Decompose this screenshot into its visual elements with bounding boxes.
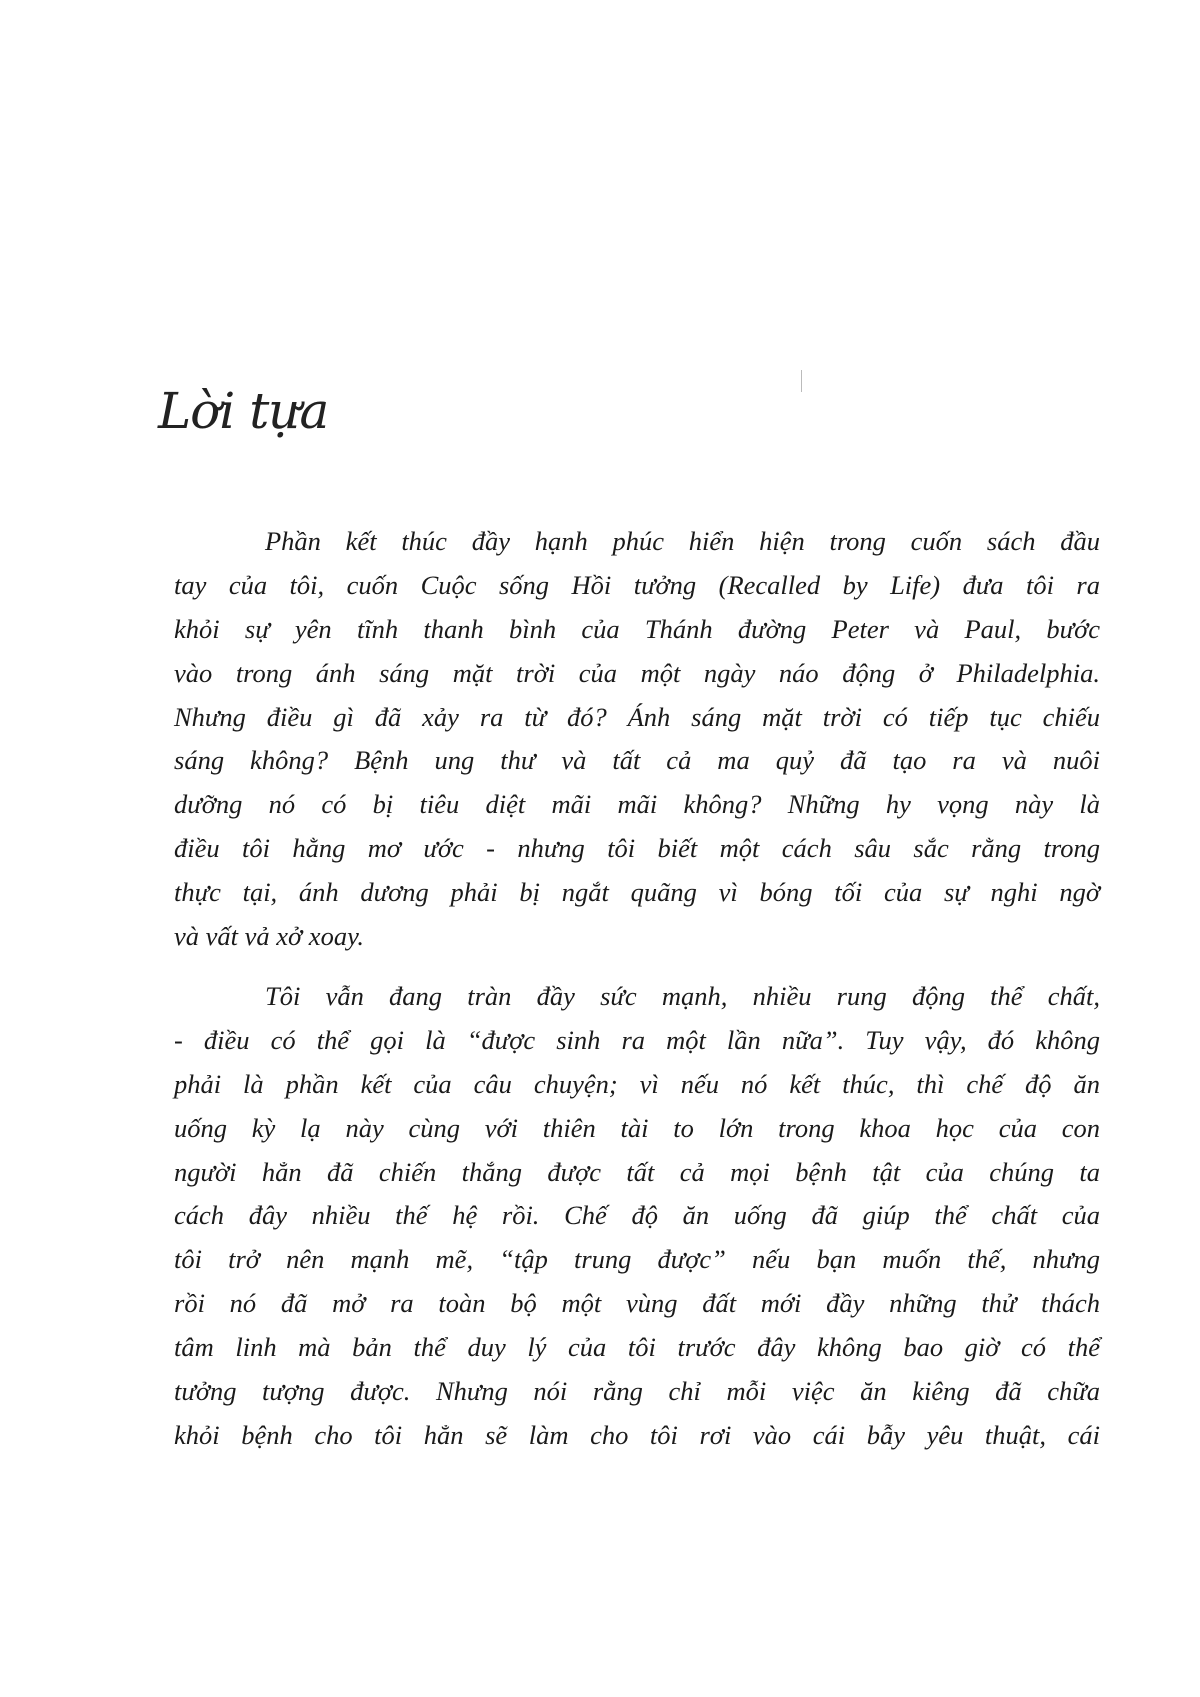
text-line: dưỡng nó có bị tiêu diệt mãi mãi không? Những hy vọng này là	[174, 789, 1100, 820]
page-title: Lời tựa	[158, 382, 329, 440]
text-line: uống kỳ lạ này cùng với thiên tài to lớn trong khoa học của con	[174, 1112, 1100, 1143]
text-line: khỏi sự yên tĩnh thanh bình của Thánh đường Peter và Paul, bước	[174, 613, 1100, 644]
text-line: phải là phần kết của câu chuyện; vì nếu nó kết thúc, thì chế độ ăn	[174, 1068, 1100, 1099]
text-line: thực tại, ánh dương phải bị ngắt quãng vì bóng tối của sự nghi ngờ	[174, 877, 1100, 908]
text-line: tâm linh mà bản thể duy lý của tôi trước đây không bao giờ có thể	[174, 1332, 1100, 1363]
text-line: cách đây nhiều thế hệ rồi. Chế độ ăn uống đã giúp thể chất của	[174, 1200, 1100, 1231]
text-line: tưởng tượng được. Nhưng nói rằng chỉ mỗi việc ăn kiêng đã chữa	[174, 1376, 1100, 1407]
text-line: điều tôi hằng mơ ước - nhưng tôi biết một cách sâu sắc rằng trong	[174, 833, 1100, 864]
text-line: - điều có thể gọi là “được sinh ra một lần nữa”. Tuy vậy, đó không	[174, 1024, 1100, 1055]
text-line: Nhưng điều gì đã xảy ra từ đó? Ánh sáng mặt trời có tiếp tục chiếu	[174, 701, 1100, 732]
text-line: sáng không? Bệnh ung thư và tất cả ma quỷ đã tạo ra và nuôi	[174, 745, 1100, 776]
text-line: rồi nó đã mở ra toàn bộ một vùng đất mới đầy những thử thách	[174, 1288, 1100, 1319]
text-line: vào trong ánh sáng mặt trời của một ngày náo động ở Philadelphia.	[174, 657, 1100, 688]
text-line: tôi trở nên mạnh mẽ, “tập trung được” nếu bạn muốn thế, nhưng	[174, 1244, 1100, 1275]
paragraph-1	[174, 520, 1100, 959]
text-line: Phần kết thúc đầy hạnh phúc hiển hiện trong cuốn sách đầu	[265, 526, 1100, 556]
text-line: người hẳn đã chiến thắng được tất cả mọi bệnh tật của chúng ta	[174, 1156, 1100, 1187]
text-line: Tôi vẫn đang tràn đầy sức mạnh, nhiều rung động thể chất,	[265, 981, 1100, 1011]
paragraph-2	[174, 975, 1100, 1458]
text-line: tay của tôi, cuốn Cuộc sống Hồi tưởng (Recalled by Life) đưa tôi ra	[174, 569, 1100, 600]
text-line: khỏi bệnh cho tôi hẳn sẽ làm cho tôi rơi vào cái bẫy yêu thuật, cái	[174, 1419, 1100, 1450]
scan-mark	[801, 370, 802, 392]
text-line: và vất vả xở xoay.	[174, 921, 364, 952]
